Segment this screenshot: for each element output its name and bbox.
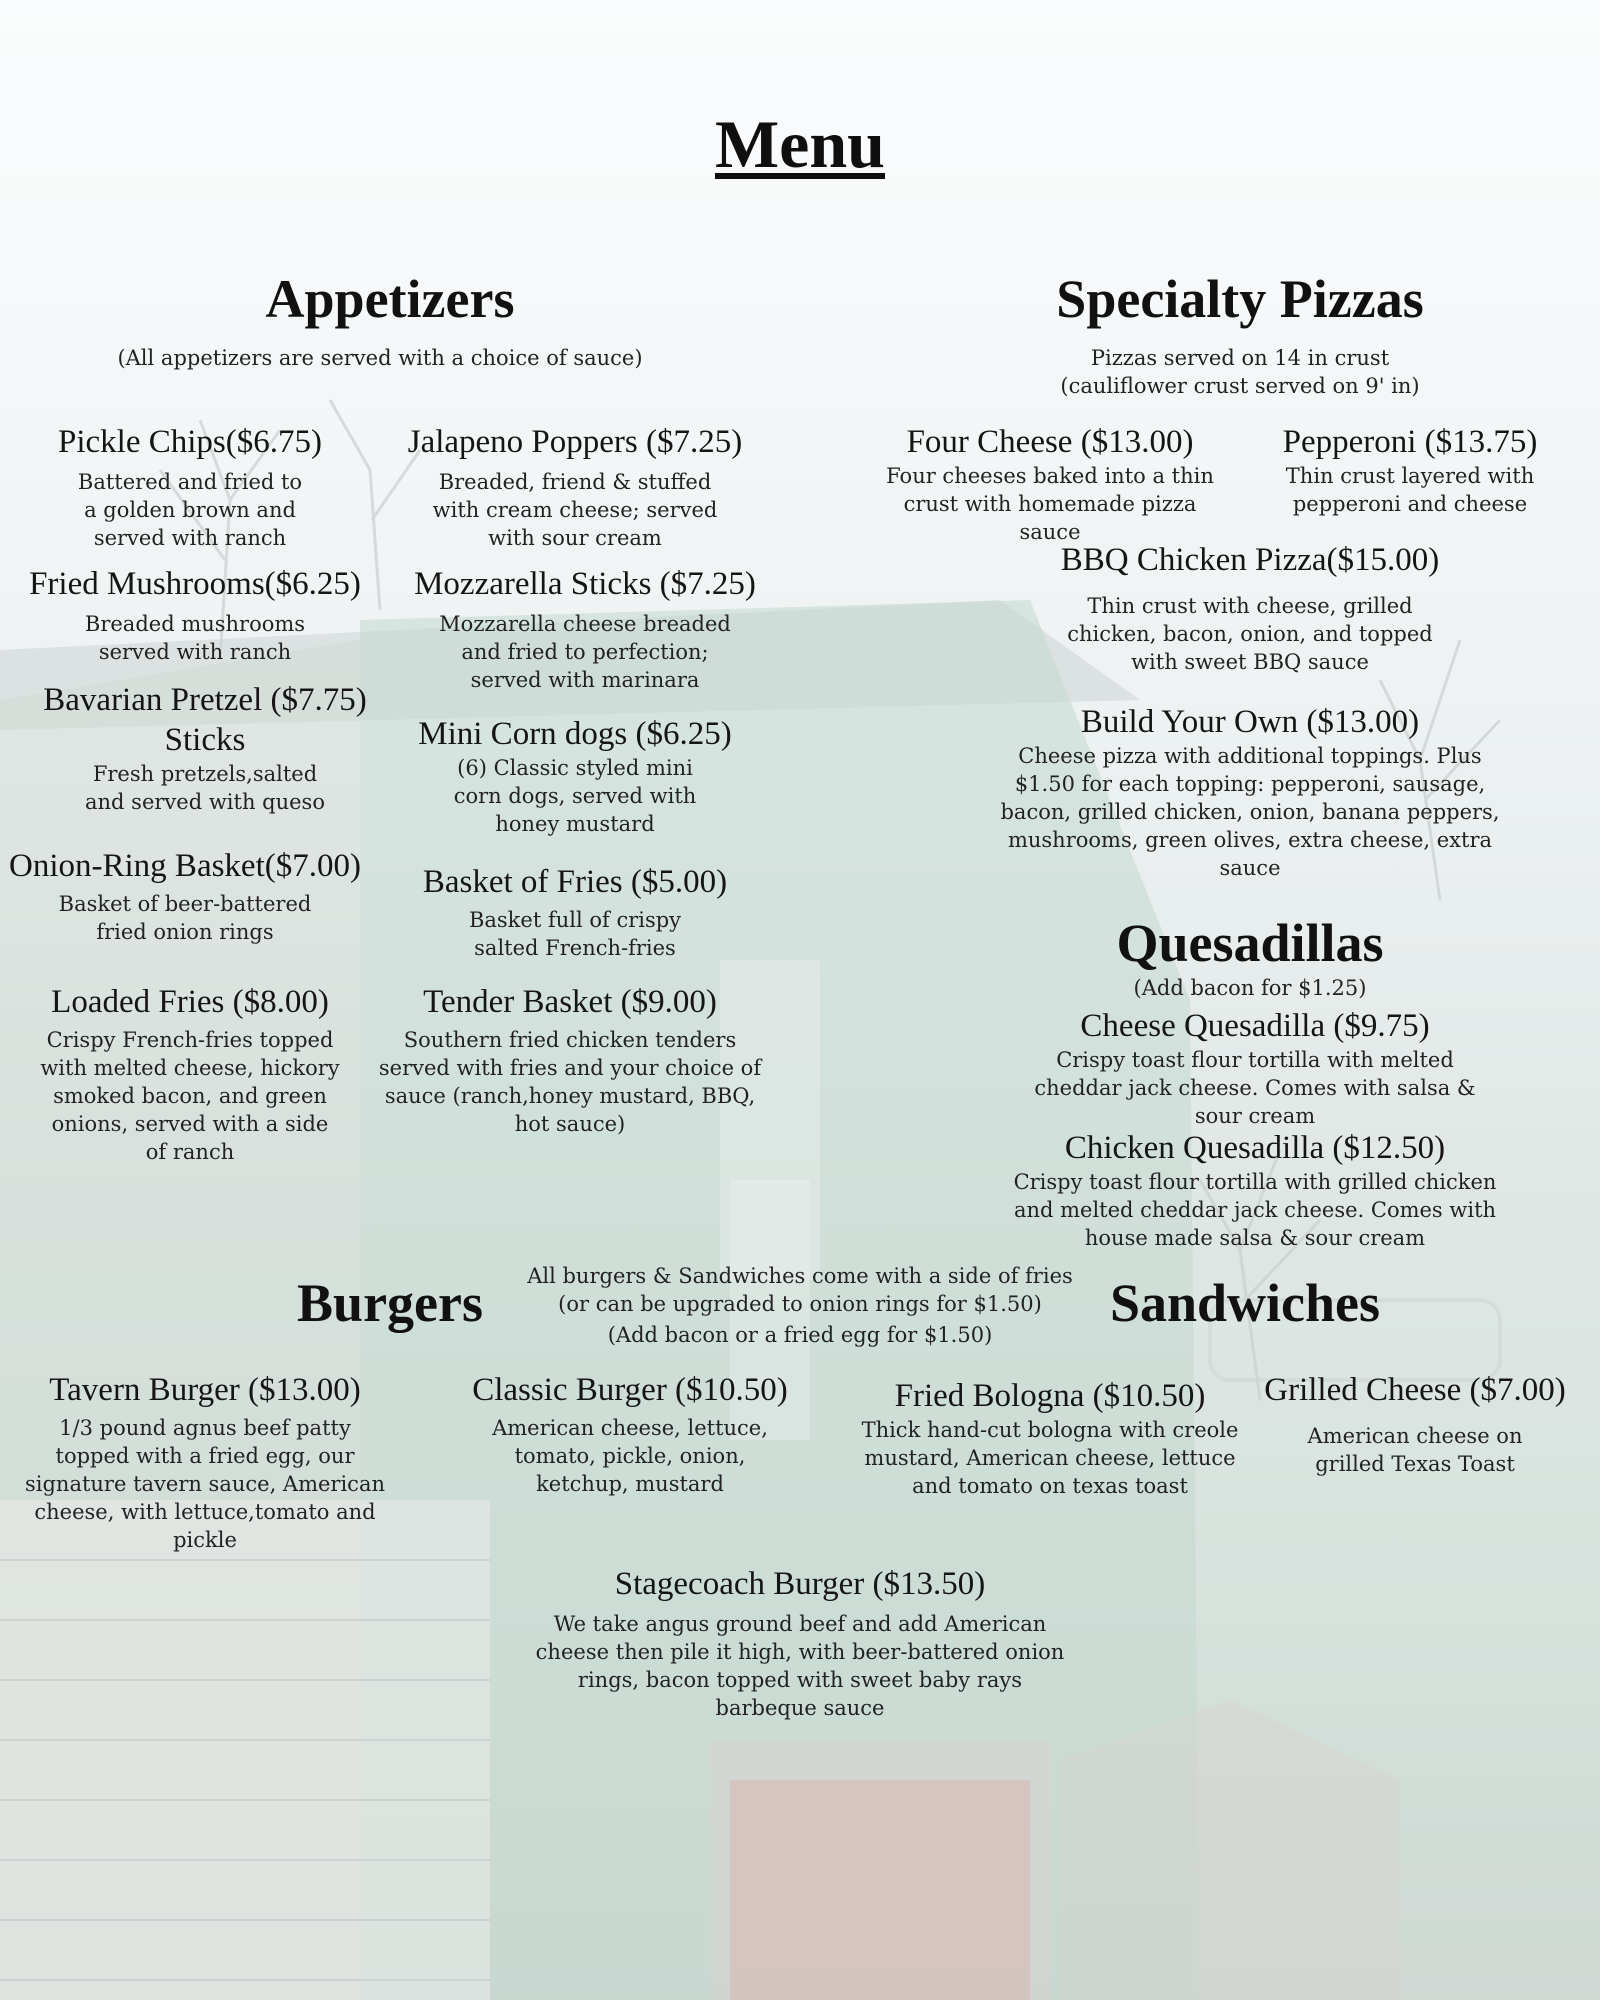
item-name: Chicken Quesadilla ($12.50) (1064, 1130, 1446, 1166)
item-name: Jalapeno Poppers ($7.25) (407, 424, 743, 460)
item-description: We take angus ground beef and add American cheese then pile it high, with beer-battered onion rings, bacon topped with sweet baby rays barbeque sauce (535, 1612, 1065, 1720)
item-description: Basket of beer-battered fried onion rings (58, 892, 312, 944)
menu-item-bavarian-pretzel (40, 680, 370, 816)
item-description: Thick hand-cut bologna with creole mustard, American cheese, lettuce and tomato on texas toast (861, 1418, 1239, 1498)
item-description: (6) Classic styled mini corn dogs, served with honey mustard (453, 756, 697, 836)
menu-item-mini-corn-dogs (400, 714, 750, 838)
item-name: Basket of Fries ($5.00) (422, 864, 728, 900)
menu-item-fried-mushrooms (10, 564, 380, 666)
menu-item-cheese-quesadilla (990, 1006, 1520, 1130)
item-name: Pickle Chips($6.75) (58, 424, 322, 460)
quesadillas-note: (Add bacon for $1.25) (1133, 976, 1367, 1000)
item-name: Cheese Quesadilla ($9.75) (1080, 1008, 1430, 1044)
item-description: Southern fried chicken tenders served with fries and your choice of sauce (ranch,honey mustard, BBQ, hot sauce) (378, 1028, 762, 1136)
appetizers-heading: Appetizers (265, 269, 515, 329)
item-description: Breaded, friend & stuffed with cream cheese; served with sour cream (432, 470, 718, 550)
menu-item-pepperoni (1230, 422, 1590, 518)
item-description: Crispy toast flour tortilla with grilled chicken and melted cheddar jack cheese. Comes with house made salsa & sour cream (1013, 1170, 1497, 1250)
menu-item-grilled-cheese (1235, 1370, 1595, 1478)
menu-item-fried-bologna (860, 1376, 1240, 1500)
item-name: Onion-Ring Basket($7.00) (9, 848, 361, 884)
item-description: American cheese, lettuce, tomato, pickle, onion, ketchup, mustard (492, 1416, 768, 1496)
sides-note-line: (Add bacon or a fried egg for $1.50) (607, 1323, 993, 1347)
item-name: Pepperoni ($13.75) (1282, 424, 1538, 460)
item-name: Loaded Fries ($8.00) (51, 984, 329, 1020)
menu-title: Menu (715, 106, 885, 182)
menu-item-mozzarella-sticks (390, 564, 780, 694)
sides-note-line: (or can be upgraded to onion rings for $1.50) (558, 1292, 1042, 1316)
item-description: Cheese pizza with additional toppings. Plus $1.50 for each topping: pepperoni, sausage, bacon, grilled chicken, onion, banana peppers, mushrooms, green olives, extra cheese, extra sauce (1000, 744, 1500, 880)
pizzas-note: Pizzas served on 14 in crust (cauliflower crust served on 9' in) (1060, 346, 1420, 398)
menu-item-classic-burger (450, 1370, 810, 1498)
item-description: Crispy French-fries topped with melted cheese, hickory smoked bacon, and green onions, served with a side of ranch (40, 1028, 340, 1164)
menu-item-basket-of-fries (400, 862, 750, 962)
item-description: Thin crust layered with pepperoni and cheese (1285, 464, 1535, 516)
item-description: Mozzarella cheese breaded and fried to perfection; served with marinara (439, 612, 731, 692)
item-description: Basket full of crispy salted French-fries (468, 908, 682, 960)
item-description: Battered and fried to a golden brown and served with ranch (77, 470, 303, 550)
item-name: Tender Basket ($9.00) (423, 984, 717, 1020)
item-name: BBQ Chicken Pizza($15.00) (1060, 542, 1440, 578)
quesadillas-heading: Quesadillas (1116, 913, 1384, 973)
item-description: 1/3 pound agnus beef patty topped with a fried egg, our signature tavern sauce, American cheese, with lettuce,tomato and pickle (24, 1416, 385, 1552)
menu-item-loaded-fries (30, 982, 350, 1166)
menu-item-tender-basket (370, 982, 770, 1138)
item-name: Four Cheese ($13.00) (906, 424, 1194, 460)
item-name: Mozzarella Sticks ($7.25) (414, 566, 756, 602)
item-description: American cheese on grilled Texas Toast (1307, 1424, 1523, 1476)
burgers-heading: Burgers (297, 1273, 483, 1333)
item-description: Thin crust with cheese, grilled chicken, bacon, onion, and topped with sweet BBQ sauce (1067, 594, 1433, 674)
appetizers-note: (All appetizers are served with a choice of sauce) (117, 346, 643, 370)
sides-note-line: All burgers & Sandwiches come with a side of fries (527, 1264, 1073, 1288)
menu-item-onion-ring-basket (5, 846, 365, 946)
item-name: Fried Bologna ($10.50) (894, 1378, 1206, 1414)
sandwiches-heading: Sandwiches (1109, 1273, 1381, 1333)
menu-item-jalapeno-poppers (380, 422, 770, 552)
item-name: Bavarian Pretzel ($7.75) Sticks (43, 682, 367, 758)
item-name: Build Your Own ($13.00) (1080, 704, 1420, 740)
menu-item-four-cheese (870, 422, 1230, 546)
item-name: Mini Corn dogs ($6.25) (418, 716, 732, 752)
sides-note (520, 1262, 1080, 1349)
item-description: Four cheeses baked into a thin crust with homemade pizza sauce (886, 464, 1214, 544)
menu-item-build-your-own (990, 702, 1510, 882)
menu-item-tavern-burger (15, 1370, 395, 1554)
item-description: Crispy toast flour tortilla with melted cheddar jack cheese. Comes with salsa & sour cream (1034, 1048, 1476, 1128)
item-description: Fresh pretzels,salted and served with queso (85, 762, 325, 814)
item-name: Fried Mushrooms($6.25) (29, 566, 361, 602)
menu-item-pickle-chips (20, 422, 360, 552)
item-description: Breaded mushrooms served with ranch (84, 612, 306, 664)
item-name: Stagecoach Burger ($13.50) (614, 1566, 986, 1602)
specialty-pizzas-heading: Specialty Pizzas (1056, 269, 1424, 329)
menu-item-bbq-chicken-pizza (1010, 540, 1490, 676)
menu-item-chicken-quesadilla (990, 1128, 1520, 1252)
item-name: Classic Burger ($10.50) (472, 1372, 788, 1408)
item-name: Tavern Burger ($13.00) (49, 1372, 361, 1408)
menu-item-stagecoach-burger (520, 1564, 1080, 1722)
item-name: Grilled Cheese ($7.00) (1264, 1372, 1566, 1408)
